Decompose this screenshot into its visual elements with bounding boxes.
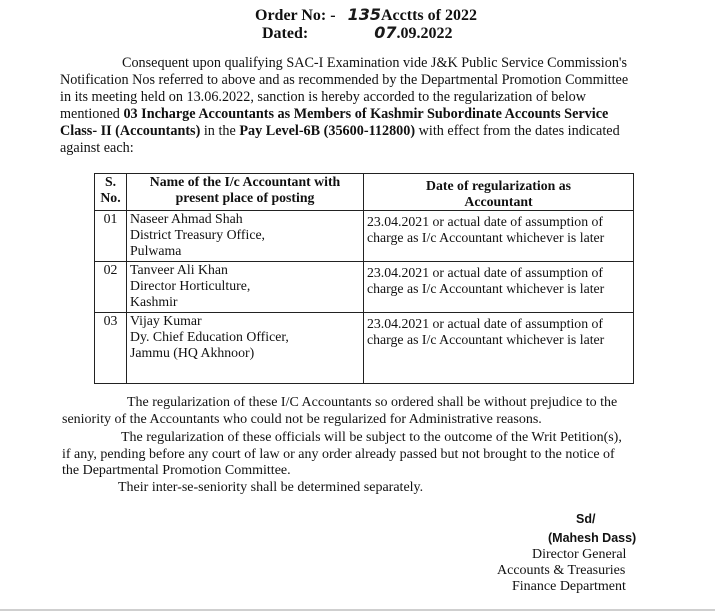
handwritten-order-number: 135: [347, 5, 381, 24]
row-name-line: Jammu (HQ Akhnoor): [130, 345, 255, 360]
closing-line-4: if any, pending before any court of law or any order already passed but not brought to the notice of: [62, 447, 615, 462]
signatory-title-1: Director General: [532, 547, 627, 562]
row-name-line: Pulwama: [130, 243, 182, 258]
signatory-title-2: Accounts & Treasuries: [497, 563, 626, 578]
row-name-line: District Treasury Office,: [130, 227, 266, 242]
intro-text-in-the: in the: [200, 123, 240, 139]
header-name: Name of the I/c Accountant with present place of posting: [127, 174, 364, 211]
closing-line-6: Their inter-se-seniority shall be determined separately.: [118, 480, 424, 495]
row-name-line: Dy. Chief Education Officer,: [130, 329, 289, 344]
closing-line-2: seniority of the Accountants who could not be regularized for Administrative reasons.: [62, 412, 542, 427]
intro-text-effect: with effect from the dates indicated: [415, 123, 620, 139]
row-name-line: Tanveer Ali Khan: [130, 262, 228, 277]
row-name-line: Naseer Ahmad Shah: [130, 211, 243, 226]
signature-sd: Sd/: [576, 512, 596, 526]
row-date-line: charge as I/c Accountant whichever is later: [367, 230, 605, 245]
table-row: [95, 262, 634, 313]
intro-line-3: in its meeting held on 13.06.2022, sanction is hereby accorded to the regularization of below: [60, 89, 586, 105]
intro-line-6: against each:: [60, 140, 134, 156]
row-name-line: Kashmir: [130, 294, 178, 309]
row-date-line: 23.04.2021 or actual date of assumption of: [367, 265, 604, 280]
intro-line-4: [60, 106, 608, 123]
row-date-line: 23.04.2021 or actual date of assumption of: [367, 316, 604, 331]
intro-line-5: [60, 123, 620, 140]
intro-text: mentioned: [60, 106, 124, 122]
header-sno: S. No.: [95, 174, 127, 211]
handwritten-date-day: 07: [374, 23, 397, 42]
closing-line-3: The regularization of these officials will be subject to the outcome of the Writ Petition(s),: [121, 430, 622, 445]
intro-bold-pay: Pay Level-6B (35600-112800): [239, 123, 416, 139]
row-date: [364, 313, 634, 384]
intro-line-1: Consequent upon qualifying SAC-I Examination vide J&K Public Service Commission's: [122, 55, 627, 71]
row-date: [364, 262, 634, 313]
dated-line: [262, 23, 452, 43]
accountants-table: [94, 173, 634, 384]
intro-bold-text: 03 Incharge Accountants as Members of Kashmir Subordinate Accounts Service: [123, 106, 609, 122]
closing-line-1: The regularization of these I/C Accountants so ordered shall be without prejudice to the: [127, 395, 618, 410]
intro-line-2: Notification Nos referred to above and as recommended by the Departmental Promotion Committee: [60, 72, 629, 88]
row-date-line: 23.04.2021 or actual date of assumption of: [367, 214, 604, 229]
table-header-row: [95, 174, 634, 211]
dated-label: Dated:: [262, 25, 309, 42]
header-date: Date of regularization as Accountant: [364, 174, 634, 211]
row-name-line: Vijay Kumar: [130, 313, 202, 328]
order-suffix: Acctts of 2022: [380, 7, 477, 24]
row-sno: 02: [95, 262, 127, 313]
dated-rest: .09.2022: [396, 25, 453, 42]
closing-line-5: the Departmental Promotion Committee.: [62, 463, 291, 478]
row-date: [364, 211, 634, 262]
intro-bold-class: Class- II (Accountants): [60, 123, 201, 139]
table-row: [95, 211, 634, 262]
row-date-line: charge as I/c Accountant whichever is later: [367, 332, 605, 347]
signatory-title-3: Finance Department: [512, 579, 626, 594]
signatory-name: (Mahesh Dass): [548, 531, 637, 545]
order-number-line: [255, 5, 477, 25]
row-date-line: charge as I/c Accountant whichever is later: [367, 281, 605, 296]
row-name: [127, 313, 364, 384]
row-name-line: Director Horticulture,: [130, 278, 251, 293]
table-row: [95, 313, 634, 384]
row-name: [127, 211, 364, 262]
order-label: Order No: -: [255, 7, 336, 24]
row-sno: 03: [95, 313, 127, 384]
row-name: [127, 262, 364, 313]
row-sno: 01: [95, 211, 127, 262]
